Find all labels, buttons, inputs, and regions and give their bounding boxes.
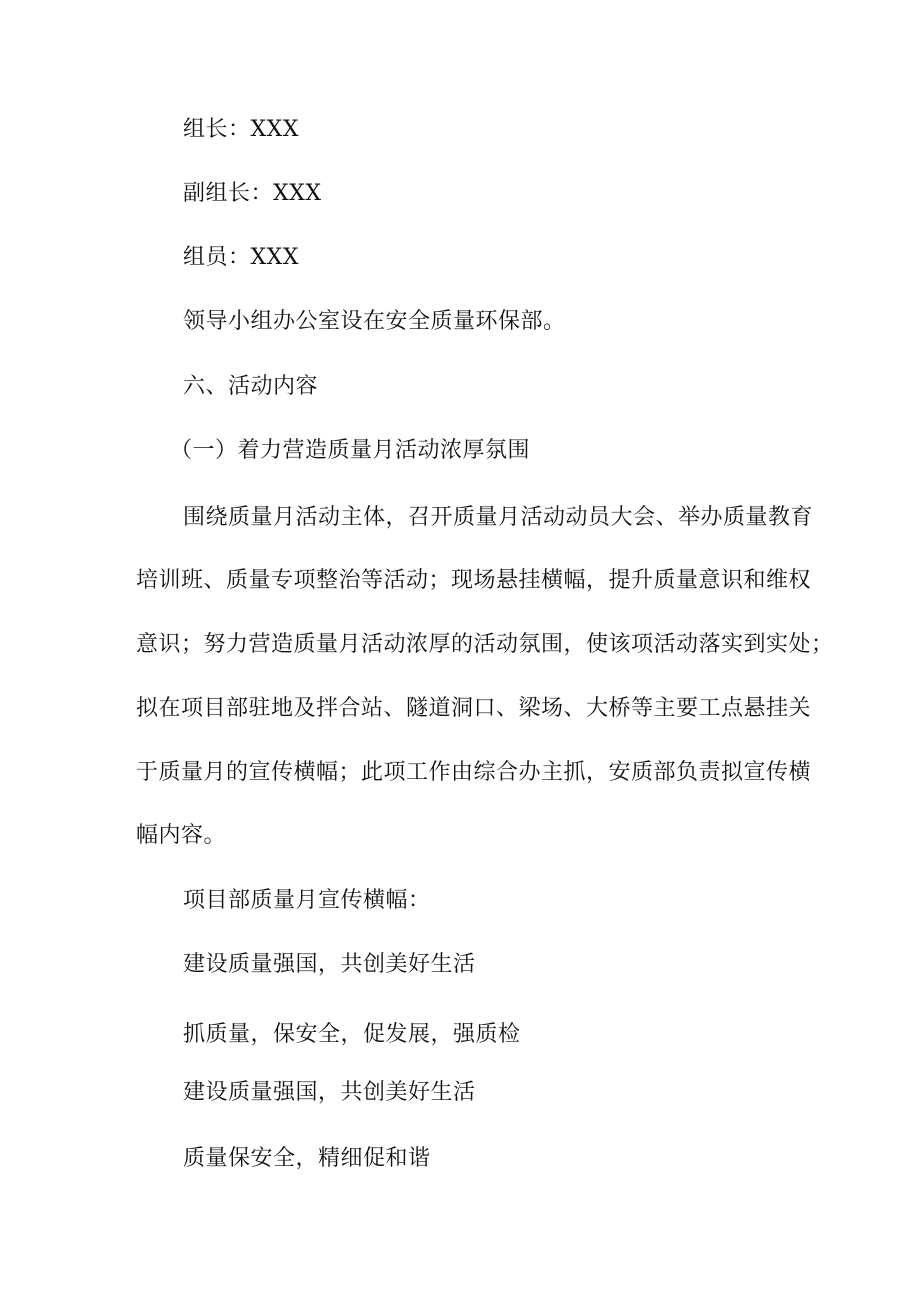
paragraph-line-1: 围绕质量月活动主体，召开质量月活动动员大会、举办质量教育	[183, 505, 814, 530]
banner-slogan-2: 抓质量，保安全，促发展，强质检	[183, 1022, 521, 1047]
office-location-paragraph: 领导小组办公室设在安全质量环保部。	[183, 309, 566, 334]
banner-slogan-1: 建设质量强国，共创美好生活	[183, 952, 476, 977]
paragraph-line-5: 于质量月的宣传横幅；此项工作由综合办主抓，安质部负责拟宣传横	[136, 760, 812, 785]
deputy-leader-line: 副组长：XXX	[183, 181, 322, 206]
section-heading-activity-content: 六、活动内容	[183, 374, 319, 399]
paragraph-line-2: 培训班、质量专项整治等活动；现场悬挂横幅，提升质量意识和维权	[136, 568, 812, 593]
paragraph-line-6: 幅内容。	[136, 823, 227, 848]
banner-slogan-3: 建设质量强国，共创美好生活	[183, 1080, 476, 1105]
banner-slogan-4: 质量保安全，精细促和谐	[183, 1146, 431, 1171]
team-leader-line: 组长：XXX	[183, 117, 299, 142]
subsection-heading: （一）着力营造质量月活动浓厚氛围	[170, 438, 531, 463]
banner-list-heading: 项目部质量月宣传横幅：	[183, 888, 431, 913]
members-line: 组员：XXX	[183, 245, 299, 270]
paragraph-line-4: 拟在项目部驻地及拌合站、隧道洞口、梁场、大桥等主要工点悬挂关	[136, 696, 812, 721]
paragraph-line-3: 意识；努力营造质量月活动浓厚的活动氛围，使该项活动落实到实处；	[136, 632, 834, 657]
